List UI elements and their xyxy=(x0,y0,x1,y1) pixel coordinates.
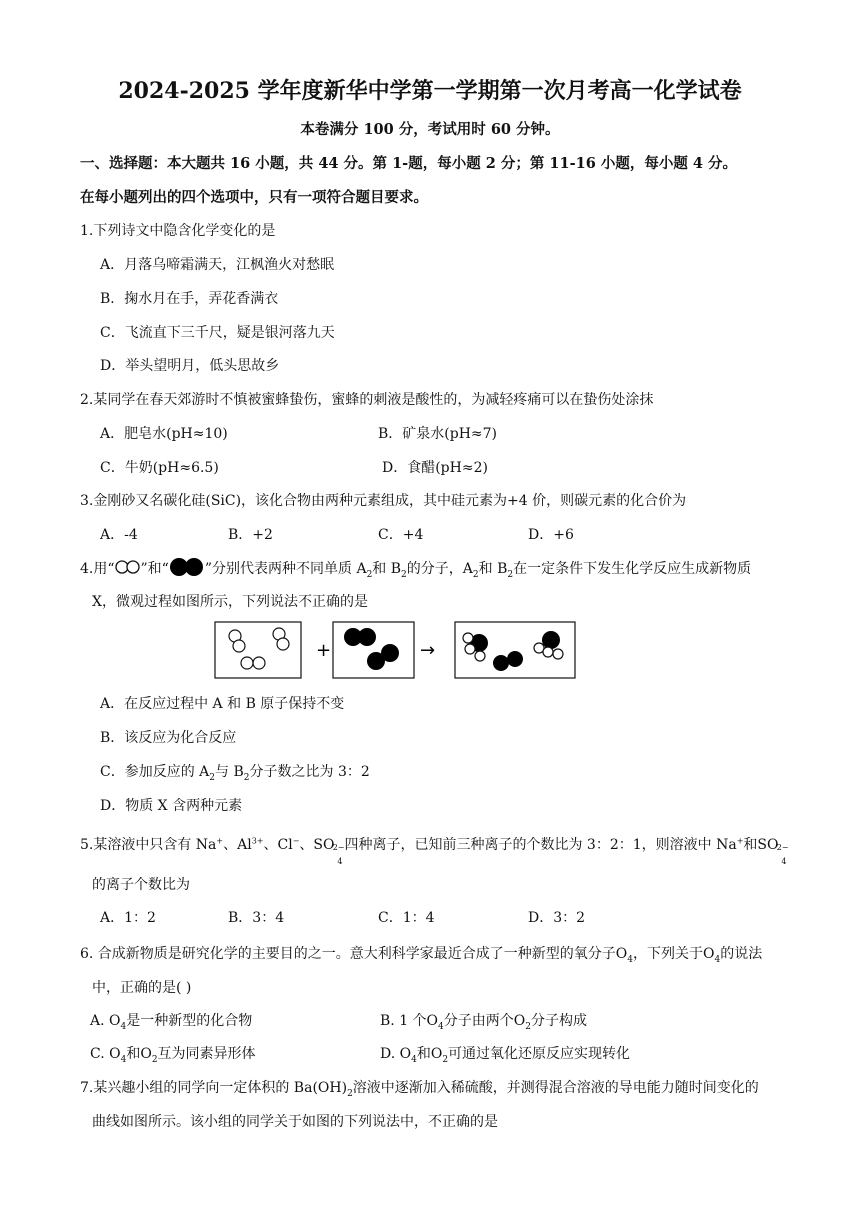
q2-option-d: D．食醋(pH≈2) xyxy=(382,460,488,476)
plus-sign: + xyxy=(316,640,332,661)
q6-option-d: D. $O_4$和$O_2$可通过氧化还原反应实现转化 xyxy=(380,1046,631,1065)
q3-option-d: D．+6 xyxy=(528,527,574,543)
q7-stem-line1: 7.某兴趣小组的同学向一定体积的 $Ba(OH)_2$溶液中逐渐加入稀硫酸，并测得混合溶液的导电能力随时间变化的 xyxy=(80,1080,759,1099)
q5-stem-line2: 的离子个数比为 xyxy=(92,877,190,893)
white-atom-pair-icon xyxy=(115,560,141,578)
section-heading-line1: 一、选择题：本大题共 16 小题，共 44 分。第 1-题，每小题 2 分；第 11-16 小题，每小题 4 分。 xyxy=(80,155,738,172)
q2-stem: 2.某同学在春天郊游时不慎被蜜蜂蛰伤，蜜蜂的刺液是酸性的，为减轻疼痛可以在蛰伤处涂抹 xyxy=(80,392,654,408)
q5-option-d: D．3：2 xyxy=(528,910,586,926)
q7-stem-line2: 曲线如图所示。该小组的同学关于如图的下列说法中，不正确的是 xyxy=(92,1114,498,1130)
q3-stem: 3.金刚砂又名碳化硅(SiC)，该化合物由两种元素组成，其中硅元素为+4 价，则碳元素的化合价为 xyxy=(80,493,687,509)
q1-option-a: A．月落乌啼霜满天，江枫渔火对愁眠 xyxy=(100,257,335,273)
product-box xyxy=(455,622,575,678)
q5-option-a: A．1：2 xyxy=(100,910,156,926)
reactant-a2-box xyxy=(215,622,301,678)
exam-title: 2024-2025 学年度新华中学第一学期第一次月考高一化学试卷 xyxy=(118,78,742,104)
q1-option-c: C．飞流直下三千尺，疑是银河落九天 xyxy=(100,325,335,341)
reaction-diagram xyxy=(214,620,578,684)
reaction-arrow: → xyxy=(420,640,436,661)
q2-option-c: C．牛奶(pH≈6.5) xyxy=(100,460,219,476)
q4-stem-line1: 4.用“ ”和“ ”分别代表两种不同单质 $A_2$和 $B_2$的分子，$A_2$和 $B_2$在一定条件下发生化学反应生成新物质 xyxy=(80,557,751,581)
q2-option-a: A．肥皂水(pH≈10) xyxy=(100,426,228,442)
q6-option-c: C. $O_4$和$O_2$互为同素异形体 xyxy=(90,1046,256,1065)
q4-option-d: D．物质 X 含两种元素 xyxy=(100,798,243,814)
exam-subtitle: 本卷满分 100 分，考试用时 60 分钟。 xyxy=(300,121,560,138)
q1-option-d: D．举头望明月，低头思故乡 xyxy=(100,358,280,374)
q1-option-b: B．掬水月在手，弄花香满衣 xyxy=(100,291,279,307)
q3-option-b: B．+2 xyxy=(228,527,273,543)
q3-option-a: A．-4 xyxy=(100,527,138,543)
reactant-b2-box xyxy=(333,622,414,678)
q4-stem-line2: X，微观过程如图所示，下列说法不正确的是 xyxy=(92,594,368,610)
q3-option-c: C．+4 xyxy=(378,527,424,543)
q5-stem-line1: 5.某溶液中只含有 Na+、$Al^{3+}$、Cl−、SO 2− 4 四种离子，已知前三种离子的个数比为 3：2：1，则溶液中 Na+和SO 2− 4 xyxy=(80,836,789,866)
q4-option-b: B．该反应为化合反应 xyxy=(100,730,237,746)
q5-option-c: C．1：4 xyxy=(378,910,435,926)
q4-option-c: C．参加反应的 $A_2$与 $B_2$分子数之比为 3：2 xyxy=(100,764,370,783)
q5-option-b: B．3：4 xyxy=(228,910,285,926)
q6-option-a: A. $O_4$是一种新型的化合物 xyxy=(90,1013,253,1032)
q1-stem: 1.下列诗文中隐含化学变化的是 xyxy=(80,223,276,239)
q2-option-b: B．矿泉水(pH≈7) xyxy=(378,426,498,442)
q6-option-b: B. 1 个$O_4$分子由两个$O_2$分子构成 xyxy=(380,1013,587,1032)
q6-stem-line2: 中，正确的是( ) xyxy=(92,980,192,996)
black-atom-pair-icon xyxy=(169,557,205,581)
q6-stem-line1: 6. 合成新物质是研究化学的主要目的之一。意大利科学家最近合成了一种新型的氧分子$O_4$，下列关于$O_4$的说法 xyxy=(80,946,763,965)
section-heading-line2: 在每小题列出的四个选项中，只有一项符合题目要求。 xyxy=(80,189,428,206)
q4-option-a: A．在反应过程中 A 和 B 原子保持不变 xyxy=(100,696,345,712)
